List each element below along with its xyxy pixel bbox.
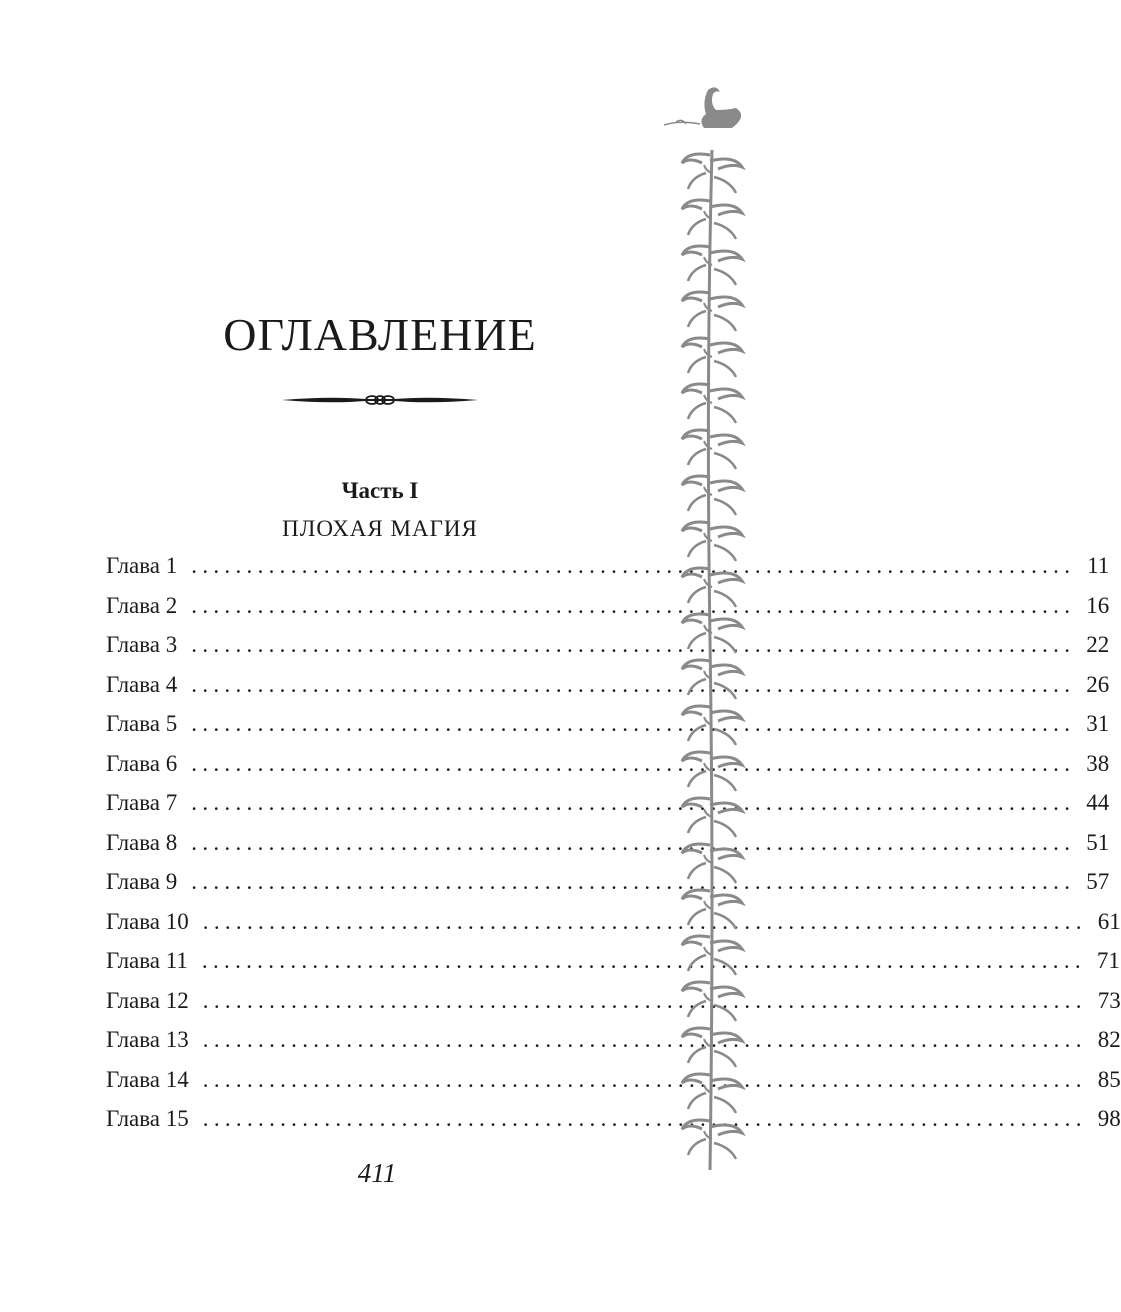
toc-entry-label: Глава 7 bbox=[106, 790, 178, 815]
toc-leader-dots: ................................................................................ bbox=[202, 987, 1087, 1013]
toc-entry-label: Глава 1 bbox=[106, 553, 178, 578]
toc-leader-dots: ................................................................................ bbox=[202, 1027, 1087, 1052]
vine-leaf-motif bbox=[682, 430, 742, 469]
toc-entry bbox=[106, 750, 1110, 791]
vine-leaf-motif bbox=[682, 1120, 742, 1159]
toc-entry-label: Глава 3 bbox=[106, 632, 178, 657]
table-of-contents bbox=[106, 553, 1121, 1146]
toc-leader-dots: ................................................................................ bbox=[202, 1106, 1087, 1131]
vine-leaf-motif bbox=[682, 476, 742, 515]
toc-entry bbox=[106, 948, 1120, 988]
toc-entry-page: 61 bbox=[1097, 908, 1121, 934]
toc-entry bbox=[106, 1106, 1121, 1146]
toc-leader-dots: ................................................................................ bbox=[191, 790, 1076, 815]
toc-leader-dots: ................................................................................ bbox=[202, 1066, 1087, 1092]
toc-leader-dots: ................................................................................ bbox=[191, 553, 1076, 578]
toc-entry-page: 82 bbox=[1097, 1027, 1121, 1052]
vine-leaf-motif bbox=[682, 614, 742, 653]
toc-entry bbox=[106, 711, 1110, 751]
toc-entry-page: 26 bbox=[1086, 671, 1110, 697]
toc-entry-page: 71 bbox=[1096, 948, 1120, 973]
toc-entry bbox=[106, 908, 1121, 949]
toc-entry-label: Глава 5 bbox=[106, 711, 178, 736]
toc-leader-dots: ................................................................................ bbox=[191, 632, 1076, 657]
vine-leaf-motif bbox=[682, 568, 742, 607]
vine-leaf-motif bbox=[682, 338, 742, 377]
ornamental-divider-icon bbox=[280, 388, 480, 412]
toc-leader-dots: ................................................................................ bbox=[191, 711, 1076, 736]
page-title: ОГЛАВЛЕНИЕ bbox=[223, 309, 537, 360]
vine-leaf-motif bbox=[682, 522, 742, 561]
toc-entry bbox=[106, 869, 1110, 909]
toc-entry bbox=[106, 1027, 1121, 1067]
toc-entry-page: 11 bbox=[1087, 553, 1110, 578]
toc-entry bbox=[106, 553, 1110, 593]
toc-leader-dots: ................................................................................ bbox=[191, 671, 1076, 697]
part-title: ПЛОХАЯ МАГИЯ bbox=[282, 516, 478, 541]
toc-entry-page: 16 bbox=[1086, 592, 1110, 618]
toc-leader-dots: ................................................................................ bbox=[191, 750, 1076, 776]
toc-entry-label: Глава 2 bbox=[106, 592, 178, 618]
swan-icon bbox=[664, 87, 741, 128]
toc-entry-label: Глава 15 bbox=[106, 1106, 189, 1131]
toc-entry-page: 38 bbox=[1086, 750, 1110, 776]
toc-leader-dots: ................................................................................ bbox=[191, 829, 1076, 855]
toc-entry bbox=[106, 790, 1110, 830]
toc-entry-label: Глава 13 bbox=[106, 1027, 189, 1052]
toc-entry-page: 51 bbox=[1086, 829, 1110, 855]
toc-entry bbox=[106, 829, 1110, 870]
toc-entry bbox=[106, 987, 1121, 1028]
toc-entry-label: Глава 4 bbox=[106, 671, 178, 697]
toc-entry bbox=[106, 592, 1110, 633]
toc-entry-label: Глава 12 bbox=[106, 987, 189, 1013]
vine-border-icon bbox=[660, 80, 760, 1180]
toc-entry-label: Глава 14 bbox=[106, 1066, 189, 1092]
toc-entry-page: 44 bbox=[1086, 790, 1110, 815]
toc-entry bbox=[106, 632, 1110, 672]
toc-entry-label: Глава 9 bbox=[106, 869, 178, 894]
toc-entry-label: Глава 6 bbox=[106, 750, 178, 776]
toc-entry-label: Глава 11 bbox=[106, 948, 188, 973]
toc-entry-page: 85 bbox=[1097, 1066, 1121, 1092]
toc-entry-page: 73 bbox=[1097, 987, 1121, 1013]
toc-leader-dots: ................................................................................ bbox=[202, 908, 1087, 934]
toc-entry-page: 57 bbox=[1086, 869, 1110, 894]
vine-leaf-motif bbox=[682, 200, 742, 239]
vine-leaf-motif bbox=[682, 292, 742, 331]
toc-entry bbox=[106, 1066, 1121, 1107]
toc-leader-dots: ................................................................................ bbox=[201, 948, 1086, 973]
toc-entry bbox=[106, 671, 1110, 712]
page-number: 411 bbox=[357, 1158, 397, 1188]
vine-leaf-motif bbox=[682, 384, 742, 423]
toc-entry-page: 22 bbox=[1086, 632, 1110, 657]
toc-leader-dots: ................................................................................ bbox=[191, 592, 1076, 618]
toc-entry-page: 98 bbox=[1097, 1106, 1121, 1131]
part-label: Часть I bbox=[341, 478, 419, 503]
toc-entry-page: 31 bbox=[1086, 711, 1110, 736]
toc-entry-label: Глава 10 bbox=[106, 908, 189, 934]
vine-leaf-motif bbox=[682, 246, 742, 285]
toc-leader-dots: ................................................................................ bbox=[191, 869, 1076, 894]
toc-entry-label: Глава 8 bbox=[106, 829, 178, 855]
